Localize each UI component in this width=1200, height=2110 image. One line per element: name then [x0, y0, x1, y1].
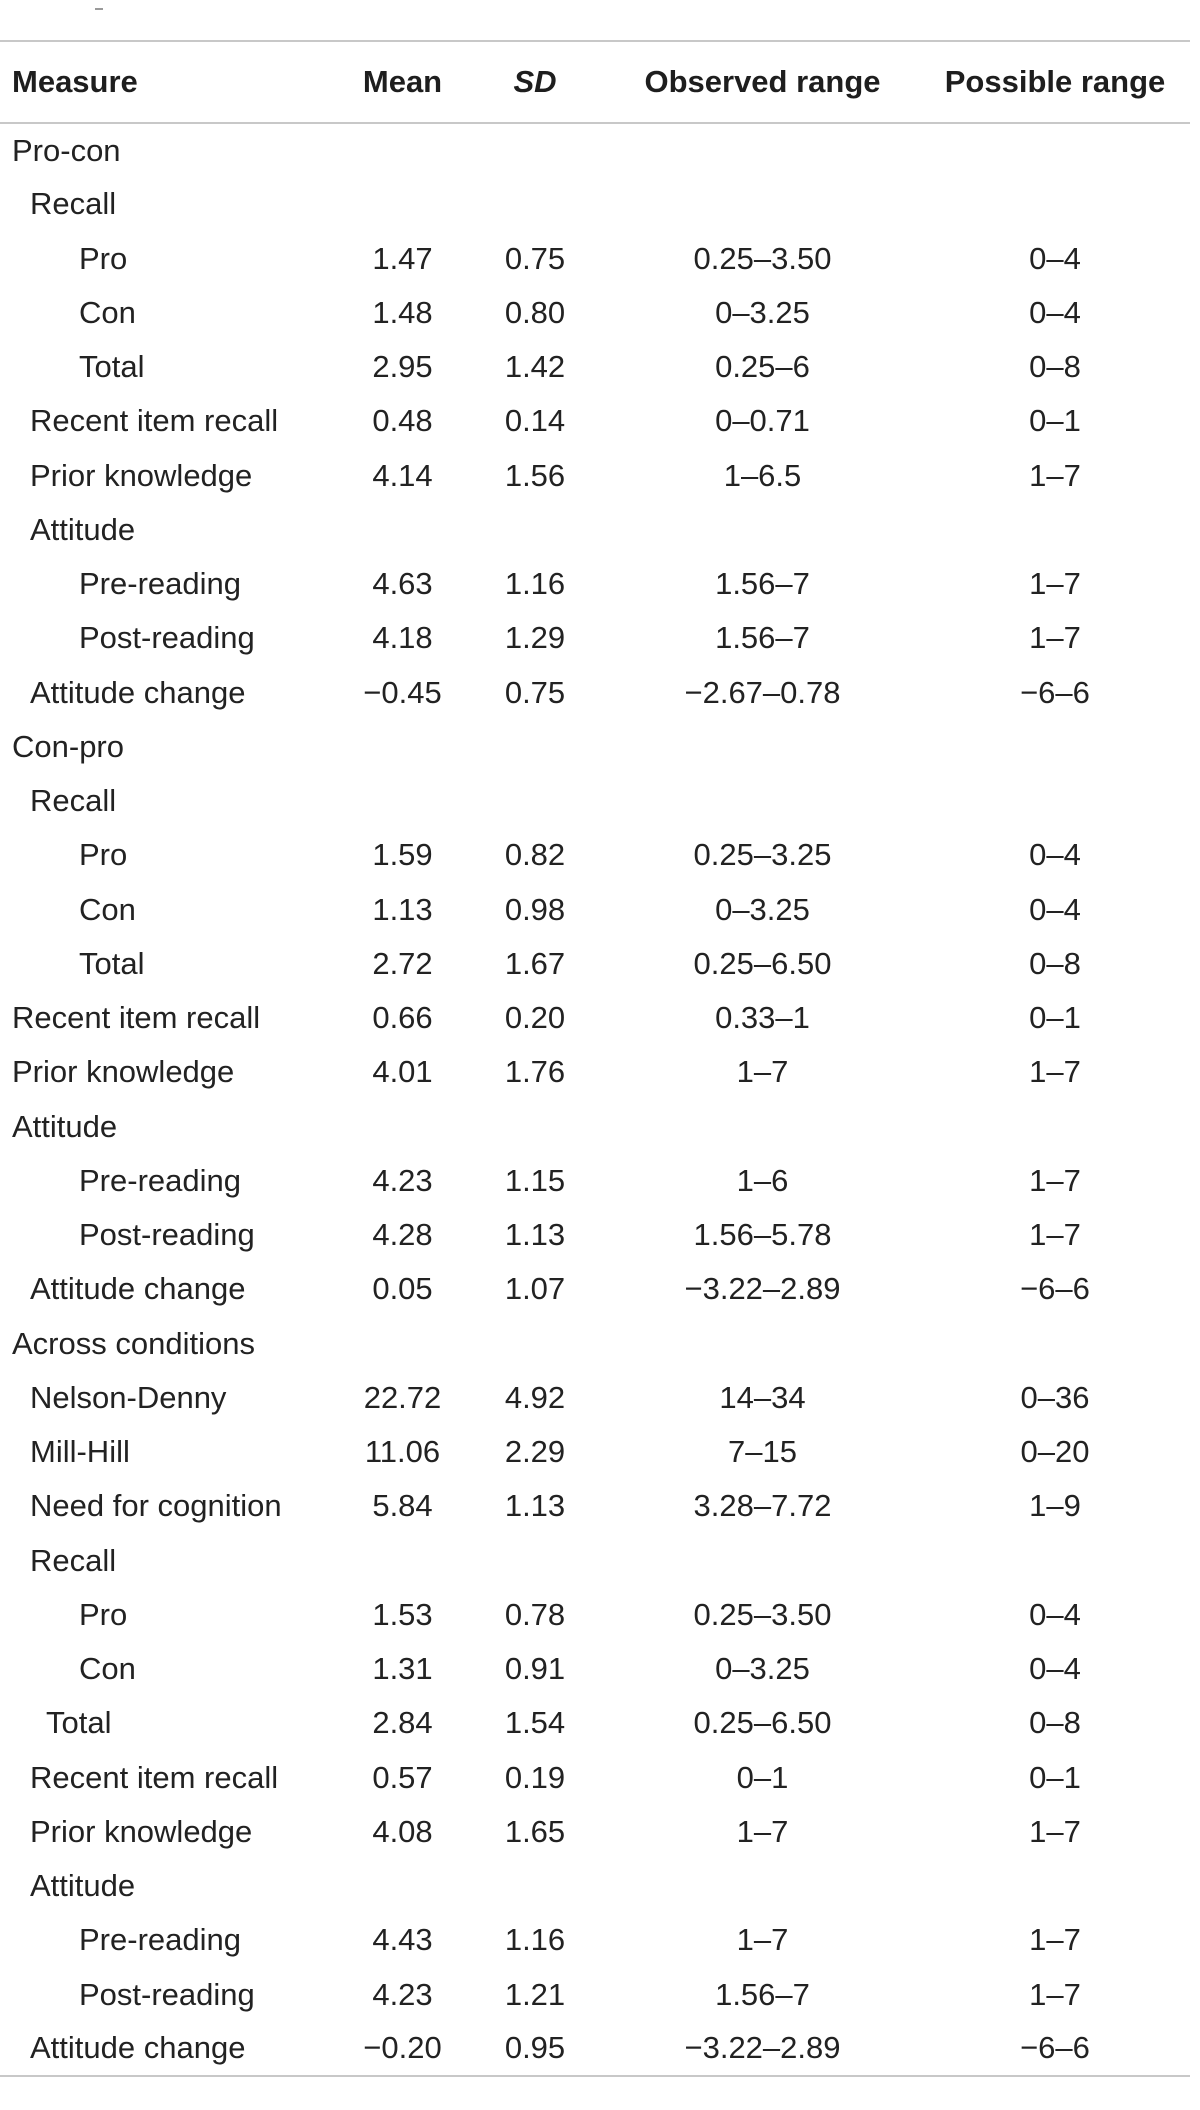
table-row — [0, 1100, 1190, 1154]
row-possible-range — [920, 503, 1190, 557]
row-label: Total — [46, 1705, 112, 1741]
table-row — [0, 1588, 1190, 1642]
row-observed-range — [605, 1534, 920, 1588]
row-label: Mill-Hill — [30, 1434, 130, 1470]
row-label: Prior knowledge — [12, 1054, 235, 1090]
row-possible-range — [920, 1859, 1190, 1913]
table-row — [0, 666, 1190, 720]
table-row — [0, 1913, 1190, 1967]
row-mean: 1.53 — [372, 1596, 433, 1632]
row-observed-range: 0–3.25 — [715, 1651, 810, 1687]
table-row — [0, 1154, 1190, 1208]
row-observed-range: 0.25–6 — [715, 349, 810, 385]
row-mean: 5.84 — [372, 1488, 433, 1524]
row-mean — [340, 1859, 465, 1913]
row-possible-range: 1–7 — [1029, 1976, 1081, 2012]
row-mean — [340, 720, 465, 774]
row-label: Con — [79, 891, 136, 927]
row-mean: −0.20 — [340, 2022, 465, 2076]
row-possible-range: −6–6 — [1020, 1271, 1090, 1307]
row-label: Pre-reading — [79, 566, 241, 602]
table-row — [0, 937, 1190, 991]
row-label: Recall — [30, 1542, 117, 1578]
row-mean: 1.13 — [372, 891, 433, 927]
table-row — [0, 394, 1190, 448]
row-sd: 0.78 — [504, 1596, 566, 1632]
row-mean: 1.48 — [372, 294, 433, 330]
row-mean: 0.05 — [372, 1271, 433, 1307]
header-possible-range: Possible range — [920, 41, 1190, 123]
row-sd — [465, 177, 605, 231]
descriptive-statistics-table — [0, 40, 1190, 2077]
row-mean: 4.01 — [372, 1054, 433, 1090]
header-measure: Measure — [0, 41, 340, 123]
table-row — [0, 611, 1190, 665]
table-row — [0, 720, 1190, 774]
table-row — [0, 774, 1190, 828]
row-sd: 0.14 — [504, 403, 566, 439]
row-sd: 1.07 — [504, 1271, 566, 1307]
row-label: Attitude — [12, 1108, 118, 1144]
row-sd: 1.56 — [504, 457, 566, 493]
row-sd: 4.92 — [504, 1379, 566, 1415]
row-mean: 11.06 — [364, 1434, 441, 1470]
row-sd: 0.95 — [465, 2022, 605, 2076]
row-observed-range: 1.56–7 — [715, 1976, 810, 2012]
row-label: Recent item recall — [30, 403, 279, 439]
row-sd: 0.75 — [504, 674, 566, 710]
row-mean: 4.43 — [372, 1922, 433, 1958]
table-row — [0, 557, 1190, 611]
table-row — [0, 991, 1190, 1045]
row-mean: 2.95 — [372, 349, 433, 385]
row-possible-range: −6–6 — [920, 2022, 1190, 2076]
row-label: Con — [79, 294, 136, 330]
table-row — [0, 1317, 1190, 1371]
row-observed-range — [605, 177, 920, 231]
row-label: Con-pro — [12, 728, 124, 764]
row-possible-range — [920, 1317, 1190, 1371]
row-mean — [340, 503, 465, 557]
row-possible-range: 1–7 — [1029, 620, 1081, 656]
row-possible-range: 0–1 — [1029, 1759, 1081, 1795]
row-possible-range: 1–7 — [1029, 566, 1081, 602]
row-label: Pre-reading — [79, 1922, 241, 1958]
row-possible-range: 1–7 — [1029, 457, 1081, 493]
row-possible-range: −6–6 — [1020, 674, 1090, 710]
row-observed-range — [605, 1317, 920, 1371]
row-label: Nelson-Denny — [30, 1379, 227, 1415]
row-observed-range — [605, 1100, 920, 1154]
row-label: Pro — [79, 1596, 128, 1632]
row-sd: 2.29 — [504, 1434, 566, 1470]
table-row — [0, 1262, 1190, 1316]
table-row — [0, 1425, 1190, 1479]
row-sd — [465, 1100, 605, 1154]
row-possible-range: 0–36 — [1020, 1379, 1090, 1415]
row-mean: 22.72 — [363, 1379, 442, 1415]
row-possible-range: 1–7 — [1029, 1813, 1081, 1849]
row-sd: 1.54 — [504, 1705, 566, 1741]
row-observed-range: 0.25–3.50 — [693, 1596, 832, 1632]
row-sd — [465, 720, 605, 774]
row-sd: 1.13 — [504, 1217, 566, 1253]
row-mean: 0.66 — [372, 1000, 433, 1036]
row-mean: 1.47 — [372, 240, 433, 276]
row-label: Total — [79, 945, 145, 981]
row-sd: 0.20 — [504, 1000, 566, 1036]
row-possible-range: 0–4 — [1029, 1596, 1081, 1632]
row-label: Recent item recall — [12, 1000, 261, 1036]
table-row — [0, 1534, 1190, 1588]
table-row — [0, 1805, 1190, 1859]
table-row — [0, 232, 1190, 286]
row-sd — [465, 774, 605, 828]
row-label: Post-reading — [79, 1976, 255, 2012]
row-sd: 1.13 — [504, 1488, 566, 1524]
row-possible-range: 0–20 — [1020, 1434, 1090, 1470]
row-possible-range — [920, 1534, 1190, 1588]
table-row — [0, 1371, 1190, 1425]
row-sd: 0.19 — [504, 1759, 566, 1795]
row-mean — [340, 123, 465, 177]
row-possible-range: 0–8 — [1029, 349, 1081, 385]
row-mean: 0.57 — [372, 1759, 433, 1795]
row-label: Prior knowledge — [30, 457, 253, 493]
row-mean: 4.14 — [372, 457, 433, 493]
row-observed-range: 0.25–6.50 — [693, 945, 832, 981]
row-label: Post-reading — [79, 620, 255, 656]
table-header — [0, 41, 1190, 123]
header-sd: SD — [465, 41, 605, 123]
row-observed-range: 14–34 — [719, 1379, 806, 1415]
row-label: Pro — [79, 240, 128, 276]
row-mean: 0.48 — [372, 403, 433, 439]
row-observed-range — [605, 123, 920, 177]
row-label: Recall — [30, 186, 117, 222]
row-label: Pro — [79, 837, 128, 873]
row-mean — [340, 1534, 465, 1588]
row-label: Attitude — [30, 511, 136, 547]
row-observed-range: 0.25–3.50 — [693, 240, 832, 276]
row-label: Across conditions — [12, 1325, 255, 1361]
row-possible-range: 1–7 — [1029, 1217, 1081, 1253]
row-label: Pre-reading — [79, 1162, 241, 1198]
row-observed-range: 1–6 — [736, 1162, 789, 1198]
row-label: Con — [79, 1651, 136, 1687]
row-observed-range: 0–0.71 — [715, 403, 810, 439]
row-possible-range: 1–9 — [1029, 1488, 1081, 1524]
row-observed-range: 0.33–1 — [715, 1000, 810, 1036]
table-row — [0, 177, 1190, 231]
row-observed-range: 0.25–6.50 — [693, 1705, 832, 1741]
row-mean: 4.08 — [372, 1813, 433, 1849]
row-observed-range: 3.28–7.72 — [693, 1488, 832, 1524]
row-possible-range: 1–7 — [1029, 1162, 1081, 1198]
row-possible-range — [920, 1100, 1190, 1154]
row-label: Need for cognition — [30, 1488, 282, 1524]
row-observed-range: −3.22–2.89 — [684, 1271, 841, 1307]
row-sd: 1.15 — [504, 1162, 566, 1198]
row-sd: 0.82 — [504, 837, 566, 873]
row-observed-range — [605, 720, 920, 774]
row-observed-range — [605, 774, 920, 828]
row-observed-range — [605, 1859, 920, 1913]
row-possible-range: 0–4 — [1029, 1651, 1081, 1687]
table-row — [0, 1479, 1190, 1533]
row-possible-range — [920, 123, 1190, 177]
row-possible-range — [920, 177, 1190, 231]
row-sd: 1.29 — [504, 620, 566, 656]
header-mean: Mean — [340, 41, 465, 123]
table-row — [0, 286, 1190, 340]
row-observed-range: 0–1 — [736, 1759, 789, 1795]
row-sd — [465, 1317, 605, 1371]
row-observed-range: −3.22–2.89 — [605, 2022, 920, 2076]
table-row — [0, 1859, 1190, 1913]
row-mean — [340, 1100, 465, 1154]
row-sd: 1.67 — [504, 945, 566, 981]
row-mean: 4.23 — [372, 1976, 433, 2012]
table-row — [0, 2022, 1190, 2076]
table-row — [0, 1968, 1190, 2022]
row-sd: 1.42 — [504, 349, 566, 385]
row-sd: 1.21 — [504, 1976, 566, 2012]
row-label: Attitude — [30, 1868, 136, 1904]
row-possible-range: 0–4 — [1029, 294, 1081, 330]
row-sd — [465, 503, 605, 557]
row-mean — [340, 774, 465, 828]
row-sd: 0.75 — [504, 240, 566, 276]
row-label: Post-reading — [79, 1217, 255, 1253]
row-observed-range: 1–7 — [736, 1922, 789, 1958]
row-possible-range — [920, 720, 1190, 774]
table-row — [0, 1751, 1190, 1805]
row-possible-range: 1–7 — [1029, 1922, 1081, 1958]
row-observed-range: 0–3.25 — [715, 891, 810, 927]
row-possible-range: 0–4 — [1029, 837, 1081, 873]
row-observed-range: 1.56–5.78 — [693, 1217, 832, 1253]
row-sd: 0.91 — [504, 1651, 566, 1687]
row-mean — [340, 1317, 465, 1371]
row-label: Prior knowledge — [30, 1813, 253, 1849]
row-mean — [340, 177, 465, 231]
row-mean: 1.31 — [372, 1651, 433, 1687]
table-row — [0, 503, 1190, 557]
row-mean: 2.84 — [372, 1705, 433, 1741]
row-observed-range: 1.56–7 — [715, 566, 810, 602]
table-row — [0, 1696, 1190, 1750]
table-row — [0, 340, 1190, 394]
row-sd: 0.98 — [504, 891, 566, 927]
row-sd: 1.16 — [504, 566, 566, 602]
row-observed-range: 1.56–7 — [715, 620, 810, 656]
row-possible-range: 0–4 — [1029, 240, 1081, 276]
row-observed-range: 0.25–3.25 — [693, 837, 832, 873]
row-sd — [465, 1534, 605, 1588]
row-sd — [465, 1859, 605, 1913]
row-possible-range — [920, 774, 1190, 828]
table-row — [0, 1208, 1190, 1262]
table-row — [0, 1642, 1190, 1696]
row-observed-range: 1–7 — [736, 1054, 789, 1090]
row-label: Recall — [30, 783, 117, 819]
row-sd — [465, 123, 605, 177]
row-possible-range: 0–8 — [1029, 945, 1081, 981]
row-label: Recent item recall — [30, 1759, 279, 1795]
row-mean: 4.18 — [372, 620, 433, 656]
row-possible-range: 0–1 — [1029, 1000, 1081, 1036]
row-observed-range — [605, 503, 920, 557]
top-edge-mark — [95, 8, 103, 10]
table-row — [0, 883, 1190, 937]
header-row — [0, 41, 1190, 123]
row-sd: 0.80 — [504, 294, 566, 330]
row-label: Attitude change — [0, 2022, 340, 2076]
row-mean: 2.72 — [372, 945, 433, 981]
row-label: Attitude change — [30, 1271, 246, 1307]
header-observed-range: Observed range — [605, 41, 920, 123]
row-mean: −0.45 — [363, 674, 442, 710]
row-observed-range: 7–15 — [728, 1434, 797, 1470]
row-observed-range: 1–6.5 — [723, 457, 802, 493]
row-sd: 1.16 — [504, 1922, 566, 1958]
row-label: Total — [79, 349, 145, 385]
row-possible-range: 1–7 — [1029, 1054, 1081, 1090]
row-label: Pro-con — [12, 132, 121, 168]
row-label: Attitude change — [30, 674, 246, 710]
row-mean: 4.23 — [372, 1162, 433, 1198]
row-sd: 1.65 — [504, 1813, 566, 1849]
row-possible-range: 0–4 — [1029, 891, 1081, 927]
row-mean: 4.28 — [372, 1217, 433, 1253]
row-mean: 1.59 — [372, 837, 433, 873]
row-sd: 1.76 — [504, 1054, 566, 1090]
row-observed-range: 0–3.25 — [715, 294, 810, 330]
row-mean: 4.63 — [372, 566, 433, 602]
row-observed-range: 1–7 — [736, 1813, 789, 1849]
table-body — [0, 123, 1190, 2076]
row-possible-range: 0–1 — [1029, 403, 1081, 439]
row-possible-range: 0–8 — [1029, 1705, 1081, 1741]
table-row — [0, 449, 1190, 503]
table-row — [0, 1045, 1190, 1099]
row-observed-range: −2.67–0.78 — [684, 674, 841, 710]
table-row — [0, 123, 1190, 177]
table-row — [0, 828, 1190, 882]
